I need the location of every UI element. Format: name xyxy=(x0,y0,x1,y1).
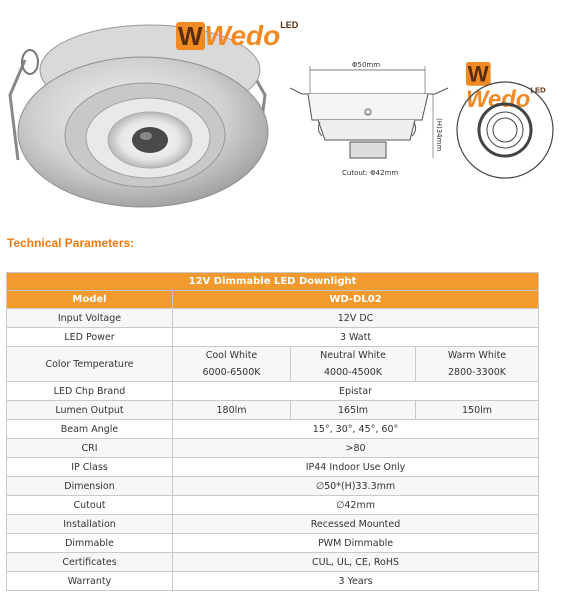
row-value: ∅50*(H)33.3mm xyxy=(173,477,539,496)
row-label: Beam Angle xyxy=(7,420,173,439)
model-value: WD-DL02 xyxy=(173,291,539,309)
table-row xyxy=(7,401,539,420)
row-label: Color Temperature xyxy=(7,347,173,382)
svg-text:Φ50mm: Φ50mm xyxy=(352,61,381,69)
row-value: 15°, 30°, 45°, 60° xyxy=(173,420,539,439)
product-images xyxy=(0,0,573,225)
table-title-row xyxy=(7,273,539,291)
color-temp-name: Cool White xyxy=(205,350,258,361)
front-view-drawing xyxy=(445,70,570,190)
row-value: IP44 Indoor Use Only xyxy=(173,458,539,477)
row-value: Recessed Mounted xyxy=(173,515,539,534)
row-value: >80 xyxy=(173,439,539,458)
spec-table xyxy=(6,272,539,591)
color-temp-cell xyxy=(416,347,539,382)
color-temp-range: 2800-3300K xyxy=(448,367,507,378)
brand-logo: WWedo$^{LED}$ xyxy=(178,20,299,51)
row-label: LED Chp Brand xyxy=(7,382,173,401)
row-label: Dimension xyxy=(7,477,173,496)
row-value: 180lm xyxy=(173,401,291,420)
color-temp-cell xyxy=(173,347,291,382)
color-temp-name: Warm White xyxy=(447,350,507,361)
row-label: Installation xyxy=(7,515,173,534)
table-row xyxy=(7,458,539,477)
table-row xyxy=(7,534,539,553)
row-label: Dimmable xyxy=(7,534,173,553)
row-label: Input Voltage xyxy=(7,309,173,328)
row-label: CRI xyxy=(7,439,173,458)
color-temp-range: 6000-6500K xyxy=(202,367,261,378)
color-temp-range: 4000-4500K xyxy=(323,367,382,378)
table-row xyxy=(7,328,539,347)
table-row xyxy=(7,347,539,382)
row-value: 3 Watt xyxy=(173,328,539,347)
technical-drawing xyxy=(290,60,450,185)
row-label: LED Power xyxy=(7,328,173,347)
model-row xyxy=(7,291,539,309)
table-row xyxy=(7,477,539,496)
row-value: 12V DC xyxy=(173,309,539,328)
model-label: Model xyxy=(7,291,173,309)
table-row xyxy=(7,572,539,591)
row-label: Lumen Output xyxy=(7,401,173,420)
row-value: PWM Dimmable xyxy=(173,534,539,553)
row-label: IP Class xyxy=(7,458,173,477)
row-value: Epistar xyxy=(173,382,539,401)
row-value: ∅42mm xyxy=(173,496,539,515)
table-row xyxy=(7,420,539,439)
row-value: CUL, UL, CE, RoHS xyxy=(173,553,539,572)
row-label: Cutout xyxy=(7,496,173,515)
table-row xyxy=(7,439,539,458)
row-value: 150lm xyxy=(416,401,539,420)
section-heading: Technical Parameters: xyxy=(7,236,135,250)
table-row xyxy=(7,553,539,572)
svg-text:(H)34mm: (H)34mm xyxy=(435,118,443,152)
color-temp-cell xyxy=(291,347,416,382)
row-value: 165lm xyxy=(291,401,416,420)
table-row xyxy=(7,515,539,534)
row-value: 3 Years xyxy=(173,572,539,591)
table-row xyxy=(7,309,539,328)
table-title: 12V Dimmable LED Downlight xyxy=(7,273,539,291)
svg-text:Cutout: Φ42mm: Cutout: Φ42mm xyxy=(342,169,399,177)
color-temp-name: Neutral White xyxy=(320,350,386,361)
row-label: Certificates xyxy=(7,553,173,572)
table-row xyxy=(7,496,539,515)
row-label: Warranty xyxy=(7,572,173,591)
brand-logo-small: WWedo$^{LED}$ xyxy=(466,61,546,113)
table-row xyxy=(7,382,539,401)
